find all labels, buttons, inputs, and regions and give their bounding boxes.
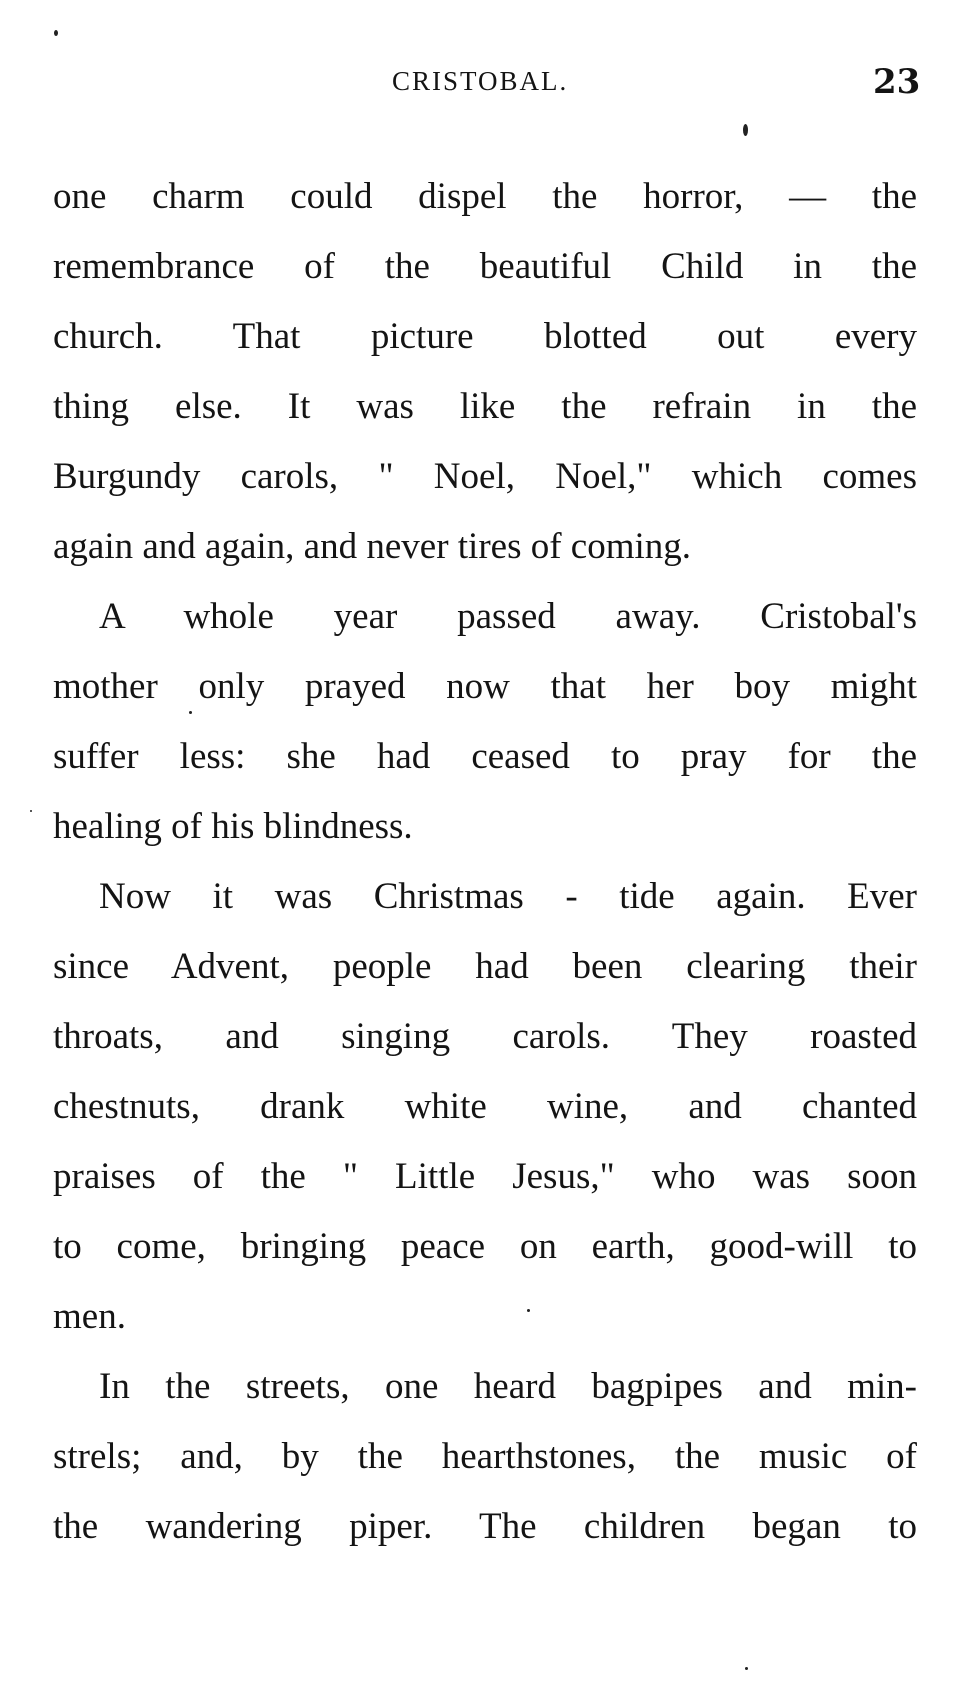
text-line: mother only prayed now that her boy might — [53, 666, 917, 707]
body-text — [53, 162, 917, 1562]
page-number: 23 — [873, 62, 921, 102]
text-line: In the streets, one heard bagpipes and min- — [99, 1366, 917, 1407]
scan-speck — [30, 810, 32, 812]
running-title: CRISTOBAL. — [392, 66, 569, 96]
text-line: to come, bringing peace on earth, good-will to — [53, 1226, 917, 1267]
text-line: remembrance of the beautiful Child in the — [53, 246, 917, 287]
text-line: Burgundy carols, " Noel, Noel," which comes — [53, 456, 917, 497]
text-line: suffer less: she had ceased to pray for the — [53, 736, 917, 777]
text-line: men. — [53, 1296, 126, 1337]
text-line: Now it was Christmas - tide again. Ever — [99, 876, 917, 917]
running-head — [0, 62, 971, 102]
text-line: thing else. It was like the refrain in the — [53, 386, 917, 427]
scan-speck — [527, 1309, 530, 1312]
scan-speck — [54, 30, 58, 36]
text-line: chestnuts, drank white wine, and chanted — [53, 1086, 917, 1127]
text-line: the wandering piper. The children began to — [53, 1506, 917, 1547]
text-line: throats, and singing carols. They roasted — [53, 1016, 917, 1057]
scan-speck — [745, 1667, 748, 1670]
scan-speck — [743, 124, 748, 136]
text-line: praises of the " Little Jesus," who was soon — [53, 1156, 917, 1197]
text-line: since Advent, people had been clearing their — [53, 946, 917, 987]
text-line: strels; and, by the hearthstones, the music of — [53, 1436, 917, 1477]
text-line: A whole year passed away. Cristobal's — [99, 596, 917, 637]
text-line: church. That picture blotted out every — [53, 316, 917, 357]
text-line: healing of his blindness. — [53, 806, 413, 847]
text-line: again and again, and never tires of coming. — [53, 526, 692, 567]
scan-speck — [189, 711, 192, 714]
text-line: one charm could dispel the horror, — the — [53, 176, 917, 217]
